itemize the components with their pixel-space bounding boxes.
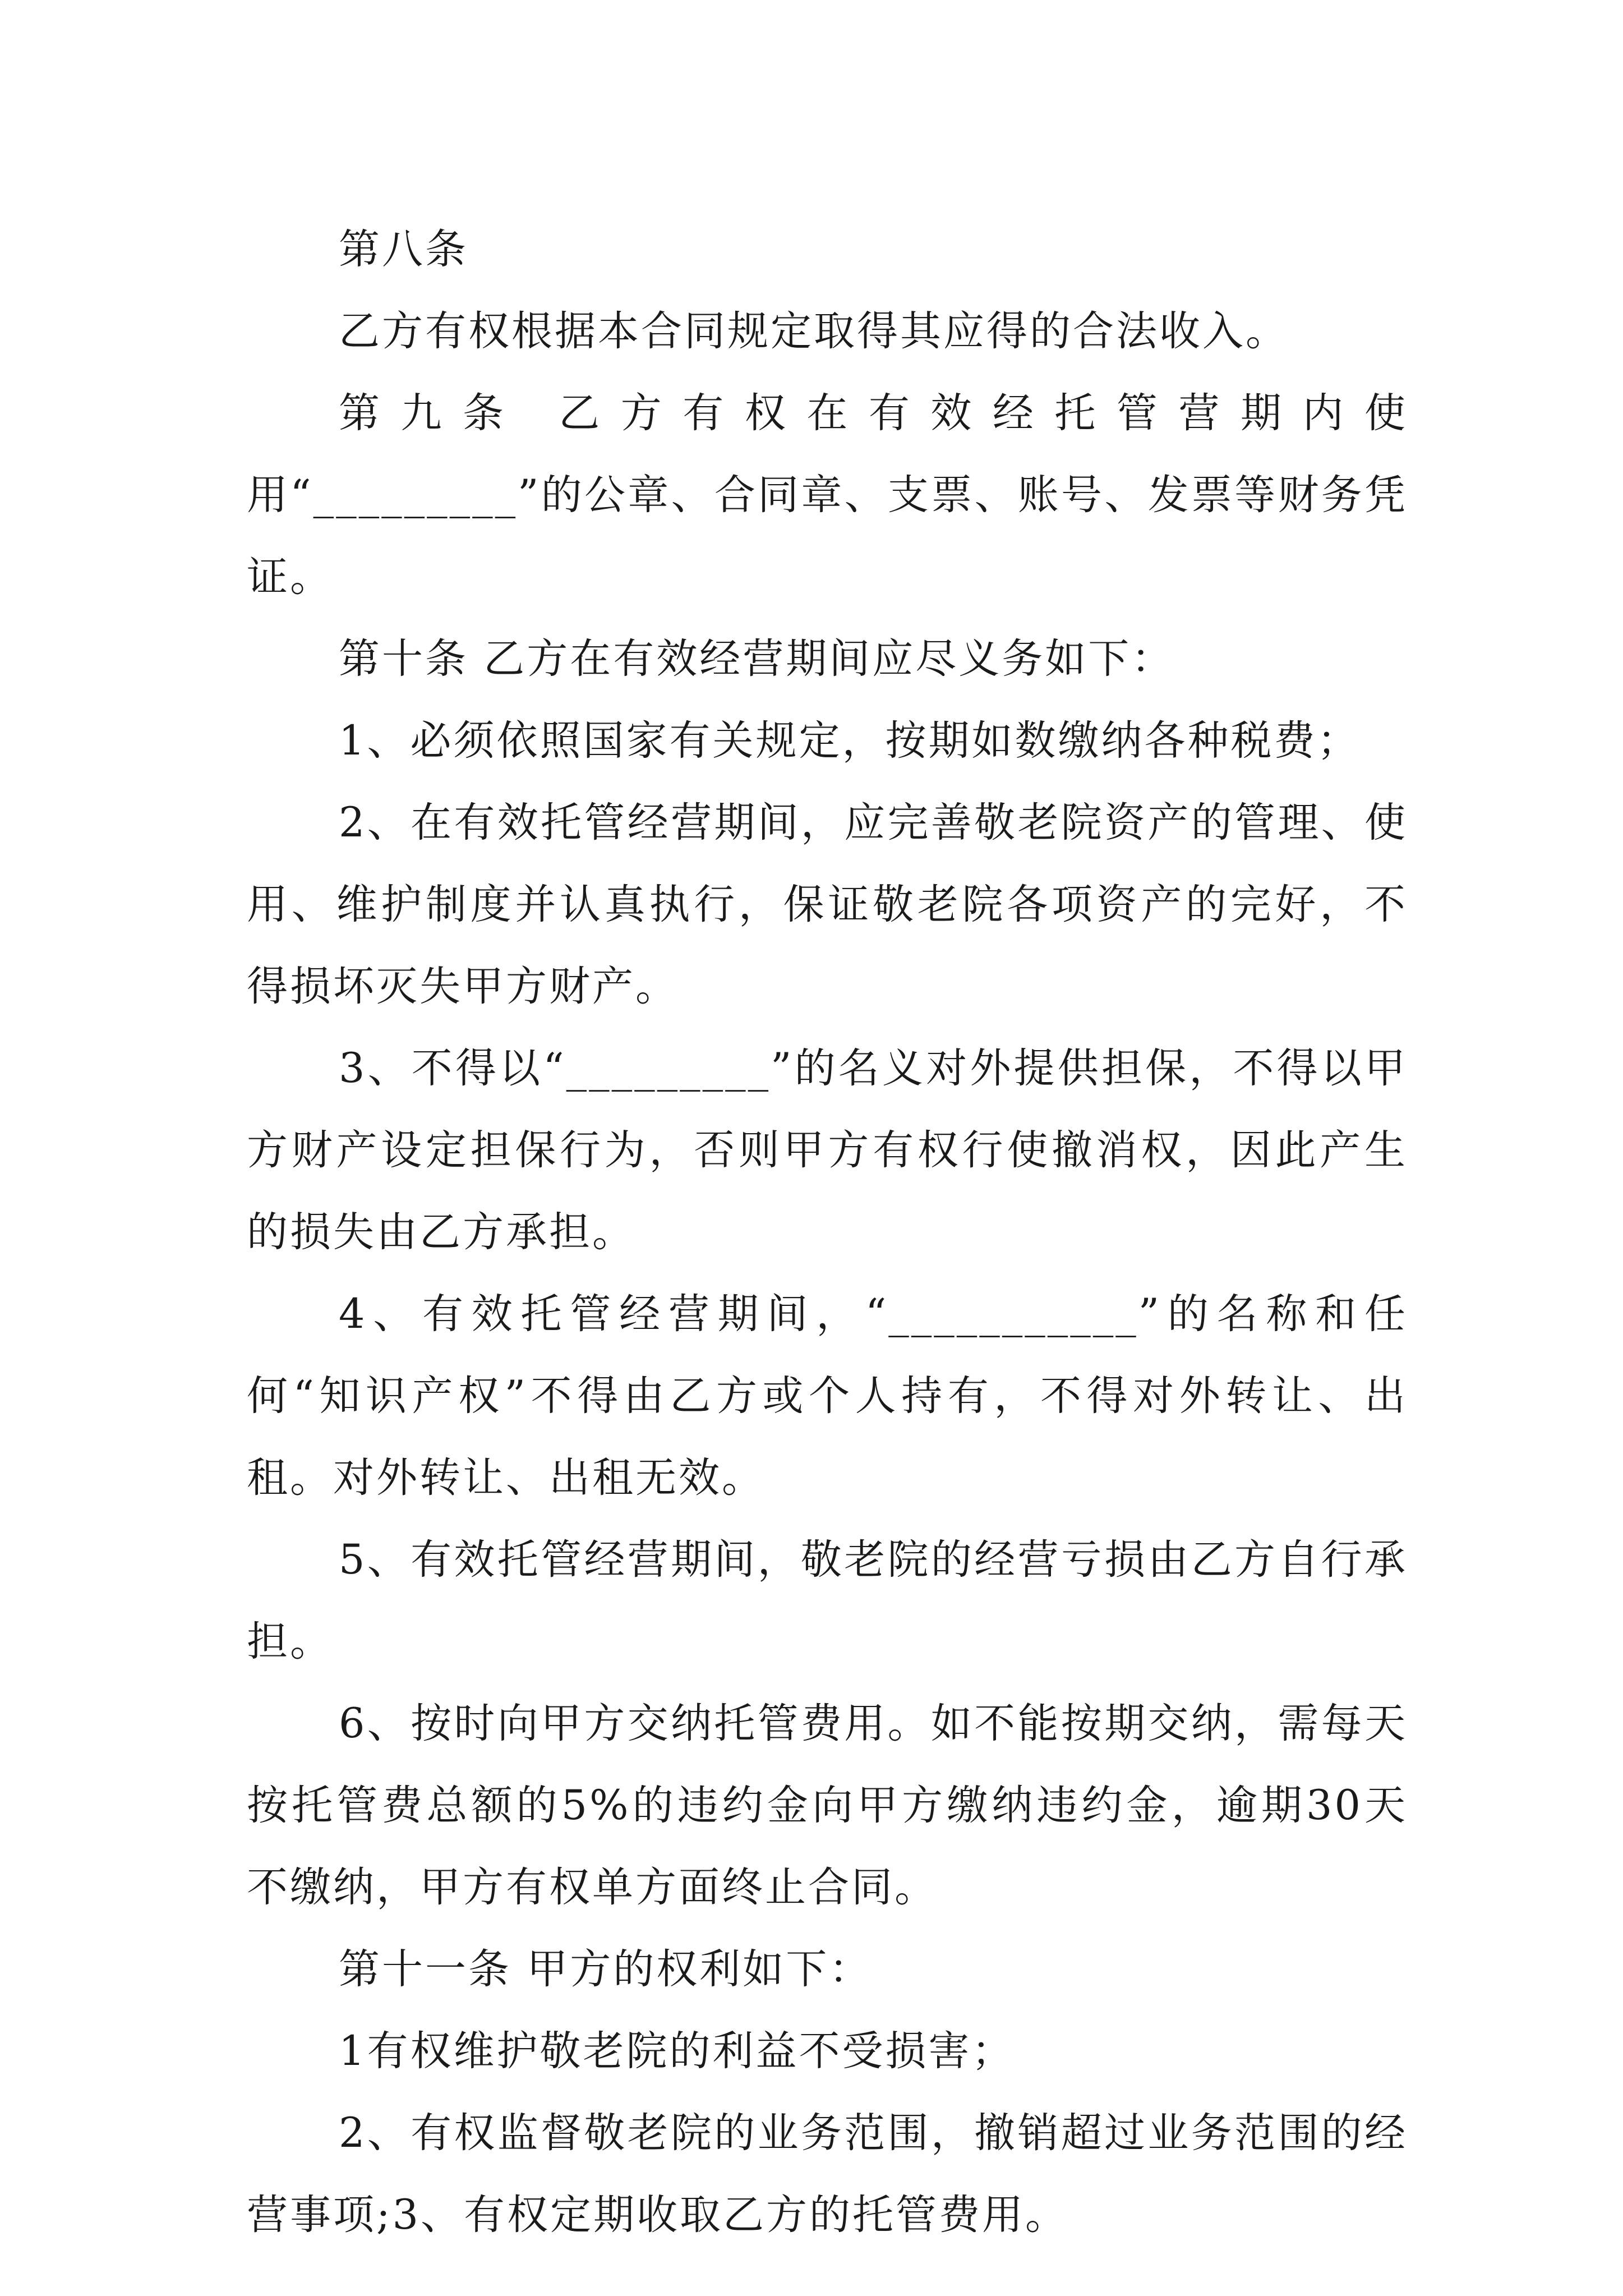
obligation-item-5: 5、有效托管经营期间，敬老院的经营亏损由乙方自行承担。 <box>247 1536 1408 1665</box>
article-11-heading: 第十一条 甲方的权利如下： <box>339 1945 873 1993</box>
obligation-item-1: 1、必须依照国家有关规定，按期如数缴纳各种税费； <box>339 717 1361 765</box>
right-item-1: 1有权维护敬老院的利益不受损害； <box>339 2027 1015 2075</box>
obligation-item-4: 4、有效托管经营期间，“___________”的名称和任何“知识产权”不得由乙方或个人持有，不得对外转让、出租。对外转让、出租无效。 <box>247 1290 1408 1502</box>
article-8-text: 乙方有权根据本合同规定取得其应得的合法收入。 <box>339 307 1289 355</box>
document-body <box>247 209 1408 2256</box>
obligation-item-6: 6、按时向甲方交纳托管费用。如不能按期交纳，需每天按托管费总额的5%的违约金向甲方缴纳违约金，逾期30天不缴纳，甲方有权单方面终止合同。 <box>247 1700 1408 1911</box>
obligation-item-2: 2、在有效托管经营期间，应完善敬老院资产的管理、使用、维护制度并认真执行，保证敬老院各项资产的完好，不得损坏灭失甲方财产。 <box>247 799 1408 1010</box>
obligation-item-3: 3、不得以“_________”的名义对外提供担保，不得以甲方财产设定担保行为，否则甲方有权行使撤消权，因此产生的损失由乙方承担。 <box>247 1045 1408 1256</box>
right-item-2-3: 2、有权监督敬老院的业务范围，撤销超过业务范围的经营事项;3、有权定期收取乙方的托管费用。 <box>247 2109 1408 2239</box>
article-9-text: 第九条 乙方有权在有效经托管营期内使用“_________”的公章、合同章、支票、账号、发票等财务凭证。 <box>247 389 1408 601</box>
article-8-heading: 第八条 <box>339 226 468 273</box>
article-10-heading: 第十条 乙方在有效经营期间应尽义务如下： <box>339 635 1175 683</box>
